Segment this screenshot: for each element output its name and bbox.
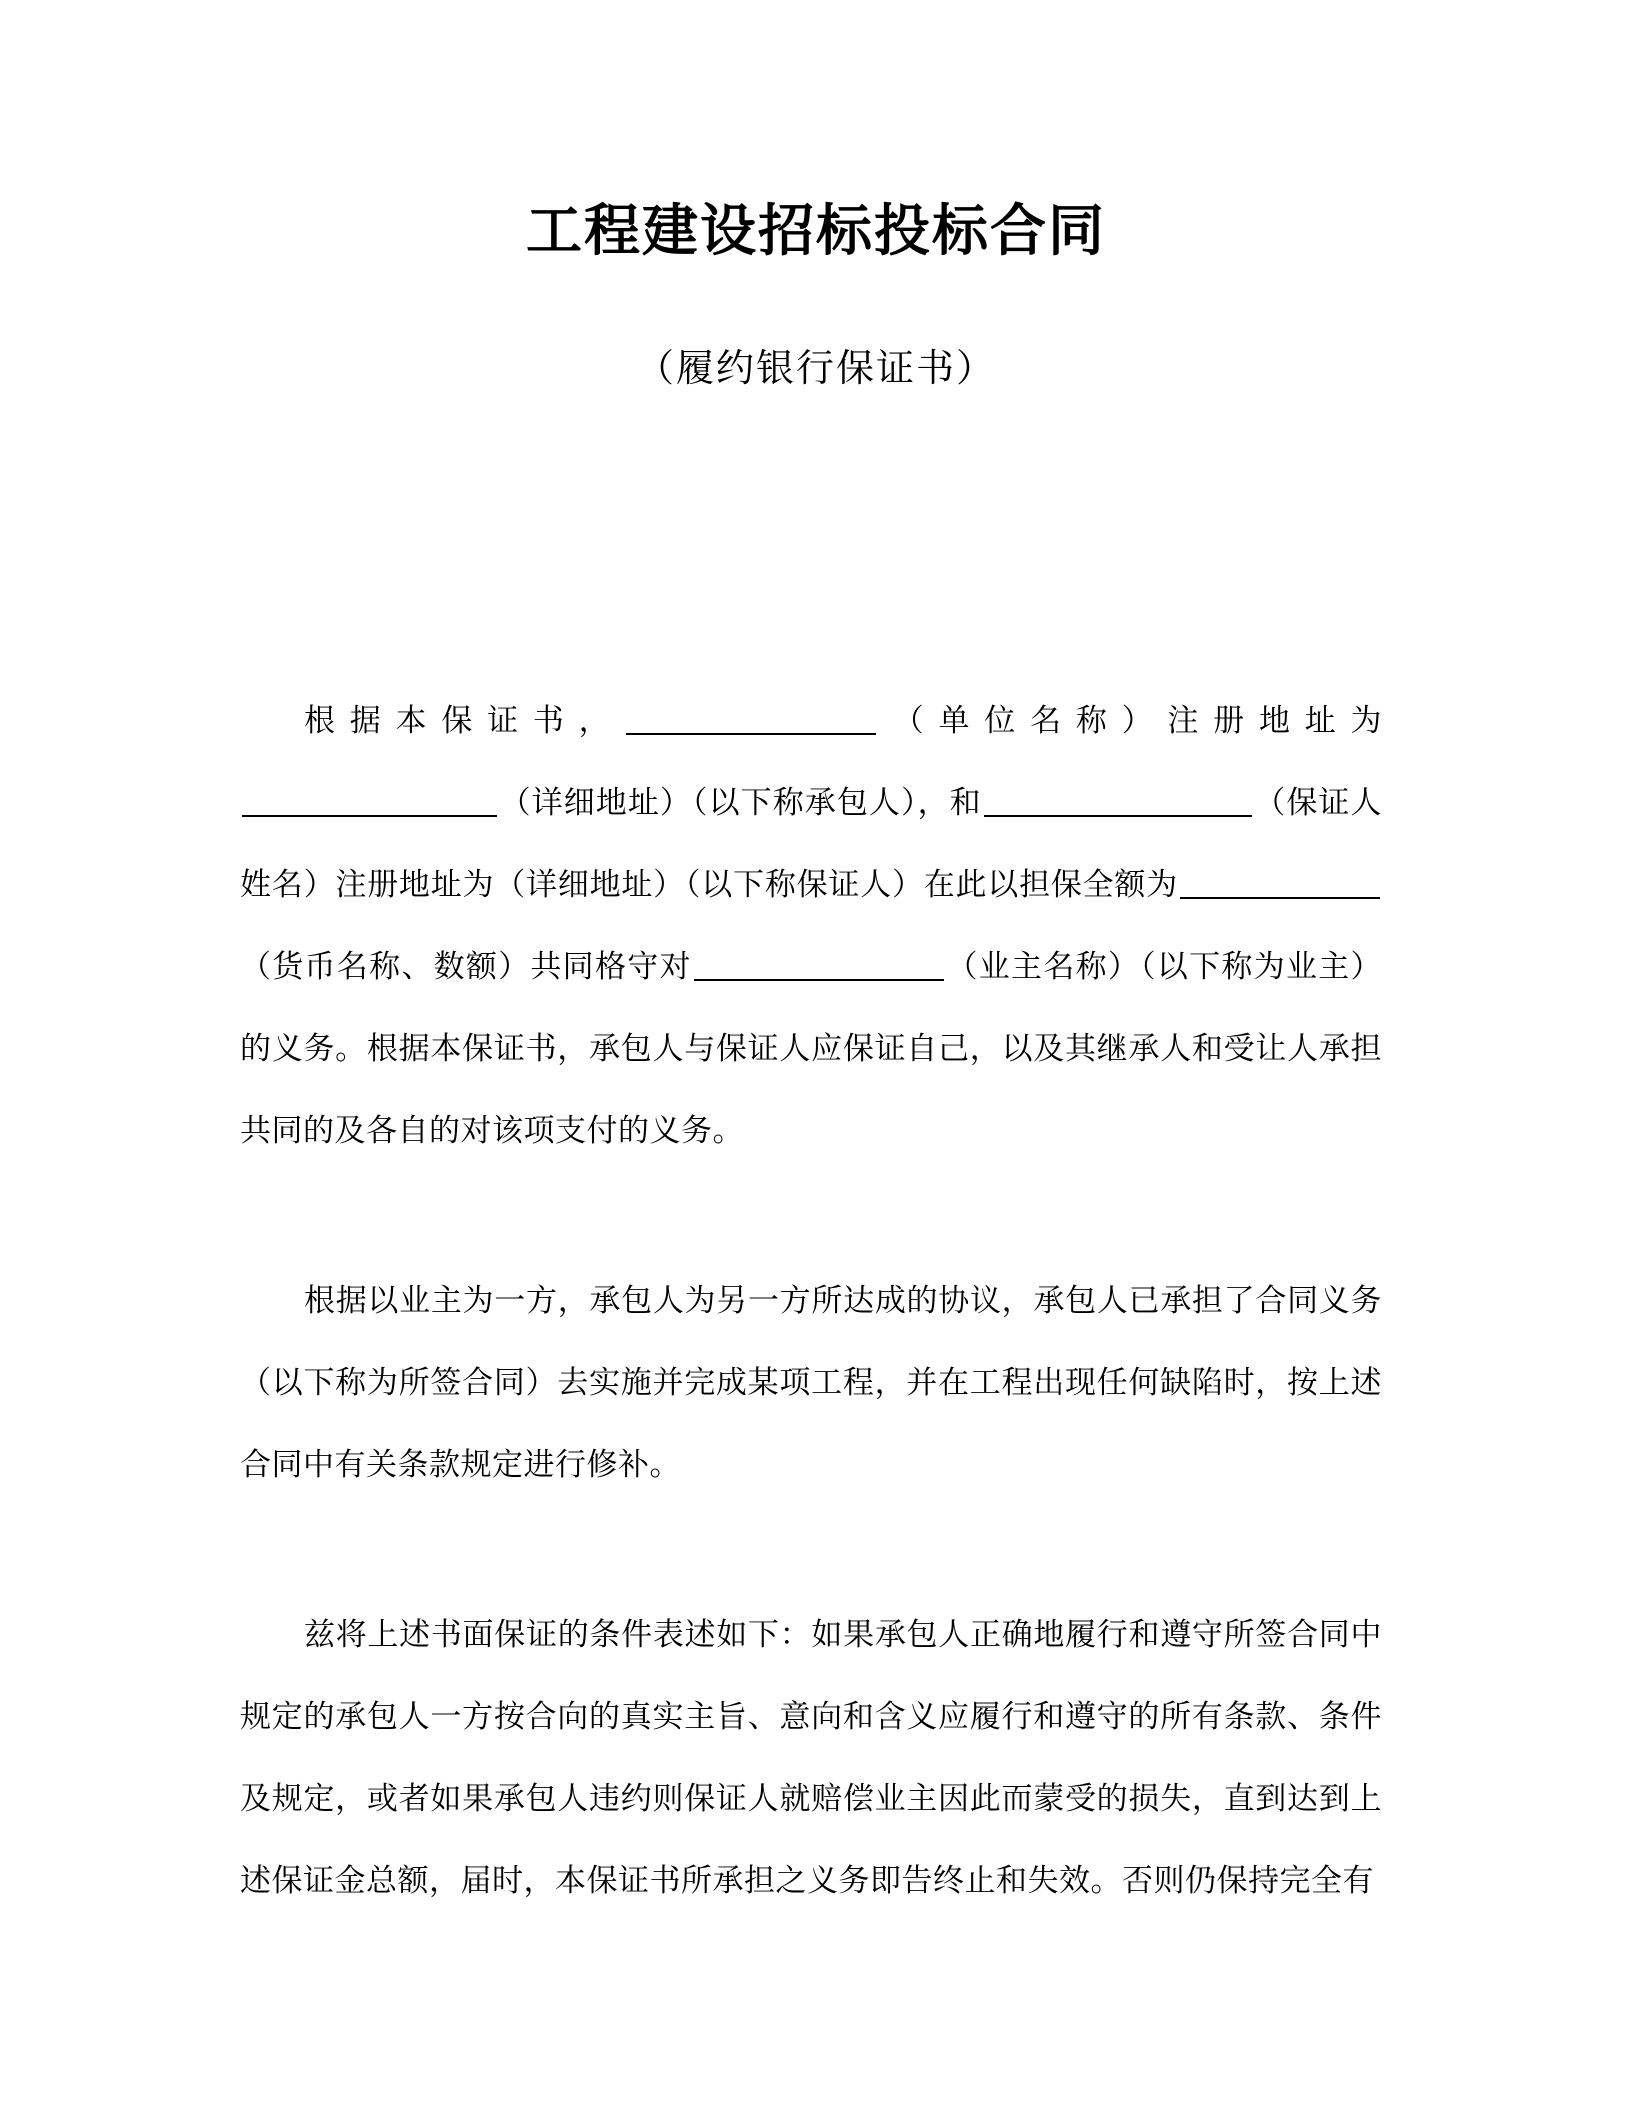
document-subtitle: （履约银行保证书） [635,346,996,390]
blank-guarantee-amount [1180,867,1380,899]
paragraph-1-text-3: （详细地址）（以下称承包人），和 [499,785,982,821]
blank-guarantor-name [984,785,1252,817]
document-title: 工程建设招标投标合同 [526,198,1106,264]
paragraph-2: 根据以业主为一方，承包人为另一方所达成的协议，承包人已承担了合同义务（以下称为所签合同）去实施并完成某项工程，并在工程出现任何缺陷时，按上述合同中有关条款规定进行修补。 [240,1283,1382,1483]
paragraph-1 [240,680,1382,1172]
paragraph-1-text-1: 根据本保证书， [304,703,625,739]
paragraph-1-text-6: （业主名称）（以下称为业主）的义务。根据本保证书，承包人与保证人应保证自己，以及其继承人和受让人承担共同的及各自的对该项支付的义务。 [240,949,1382,1149]
paragraph-1-text-2: （单位名称）注册地址为 [878,703,1383,739]
blank-owner-name [694,949,944,981]
paragraph-1-text-4: （保证人姓名）注册地址为（详细地址）（以下称保证人）在此以担保全额为 [240,785,1383,903]
blank-company-address [242,785,497,817]
paragraph-1-text-5: （货币名称、数额）共同格守对 [240,949,692,985]
blank-company-name [626,703,876,735]
paragraph-3: 兹将上述书面保证的条件表述如下：如果承包人正确地履行和遵守所签合同中规定的承包人一方按合向的真实主旨、意向和含义应履行和遵守的所有条款、条件及规定，或者如果承包人违约则保证人就赔偿业主因此而蒙受的损失，直到达到上述保证金总额，届时，本保证书所承担之义务即告终止和失效。否则仍保持完全有 [240,1617,1382,1899]
